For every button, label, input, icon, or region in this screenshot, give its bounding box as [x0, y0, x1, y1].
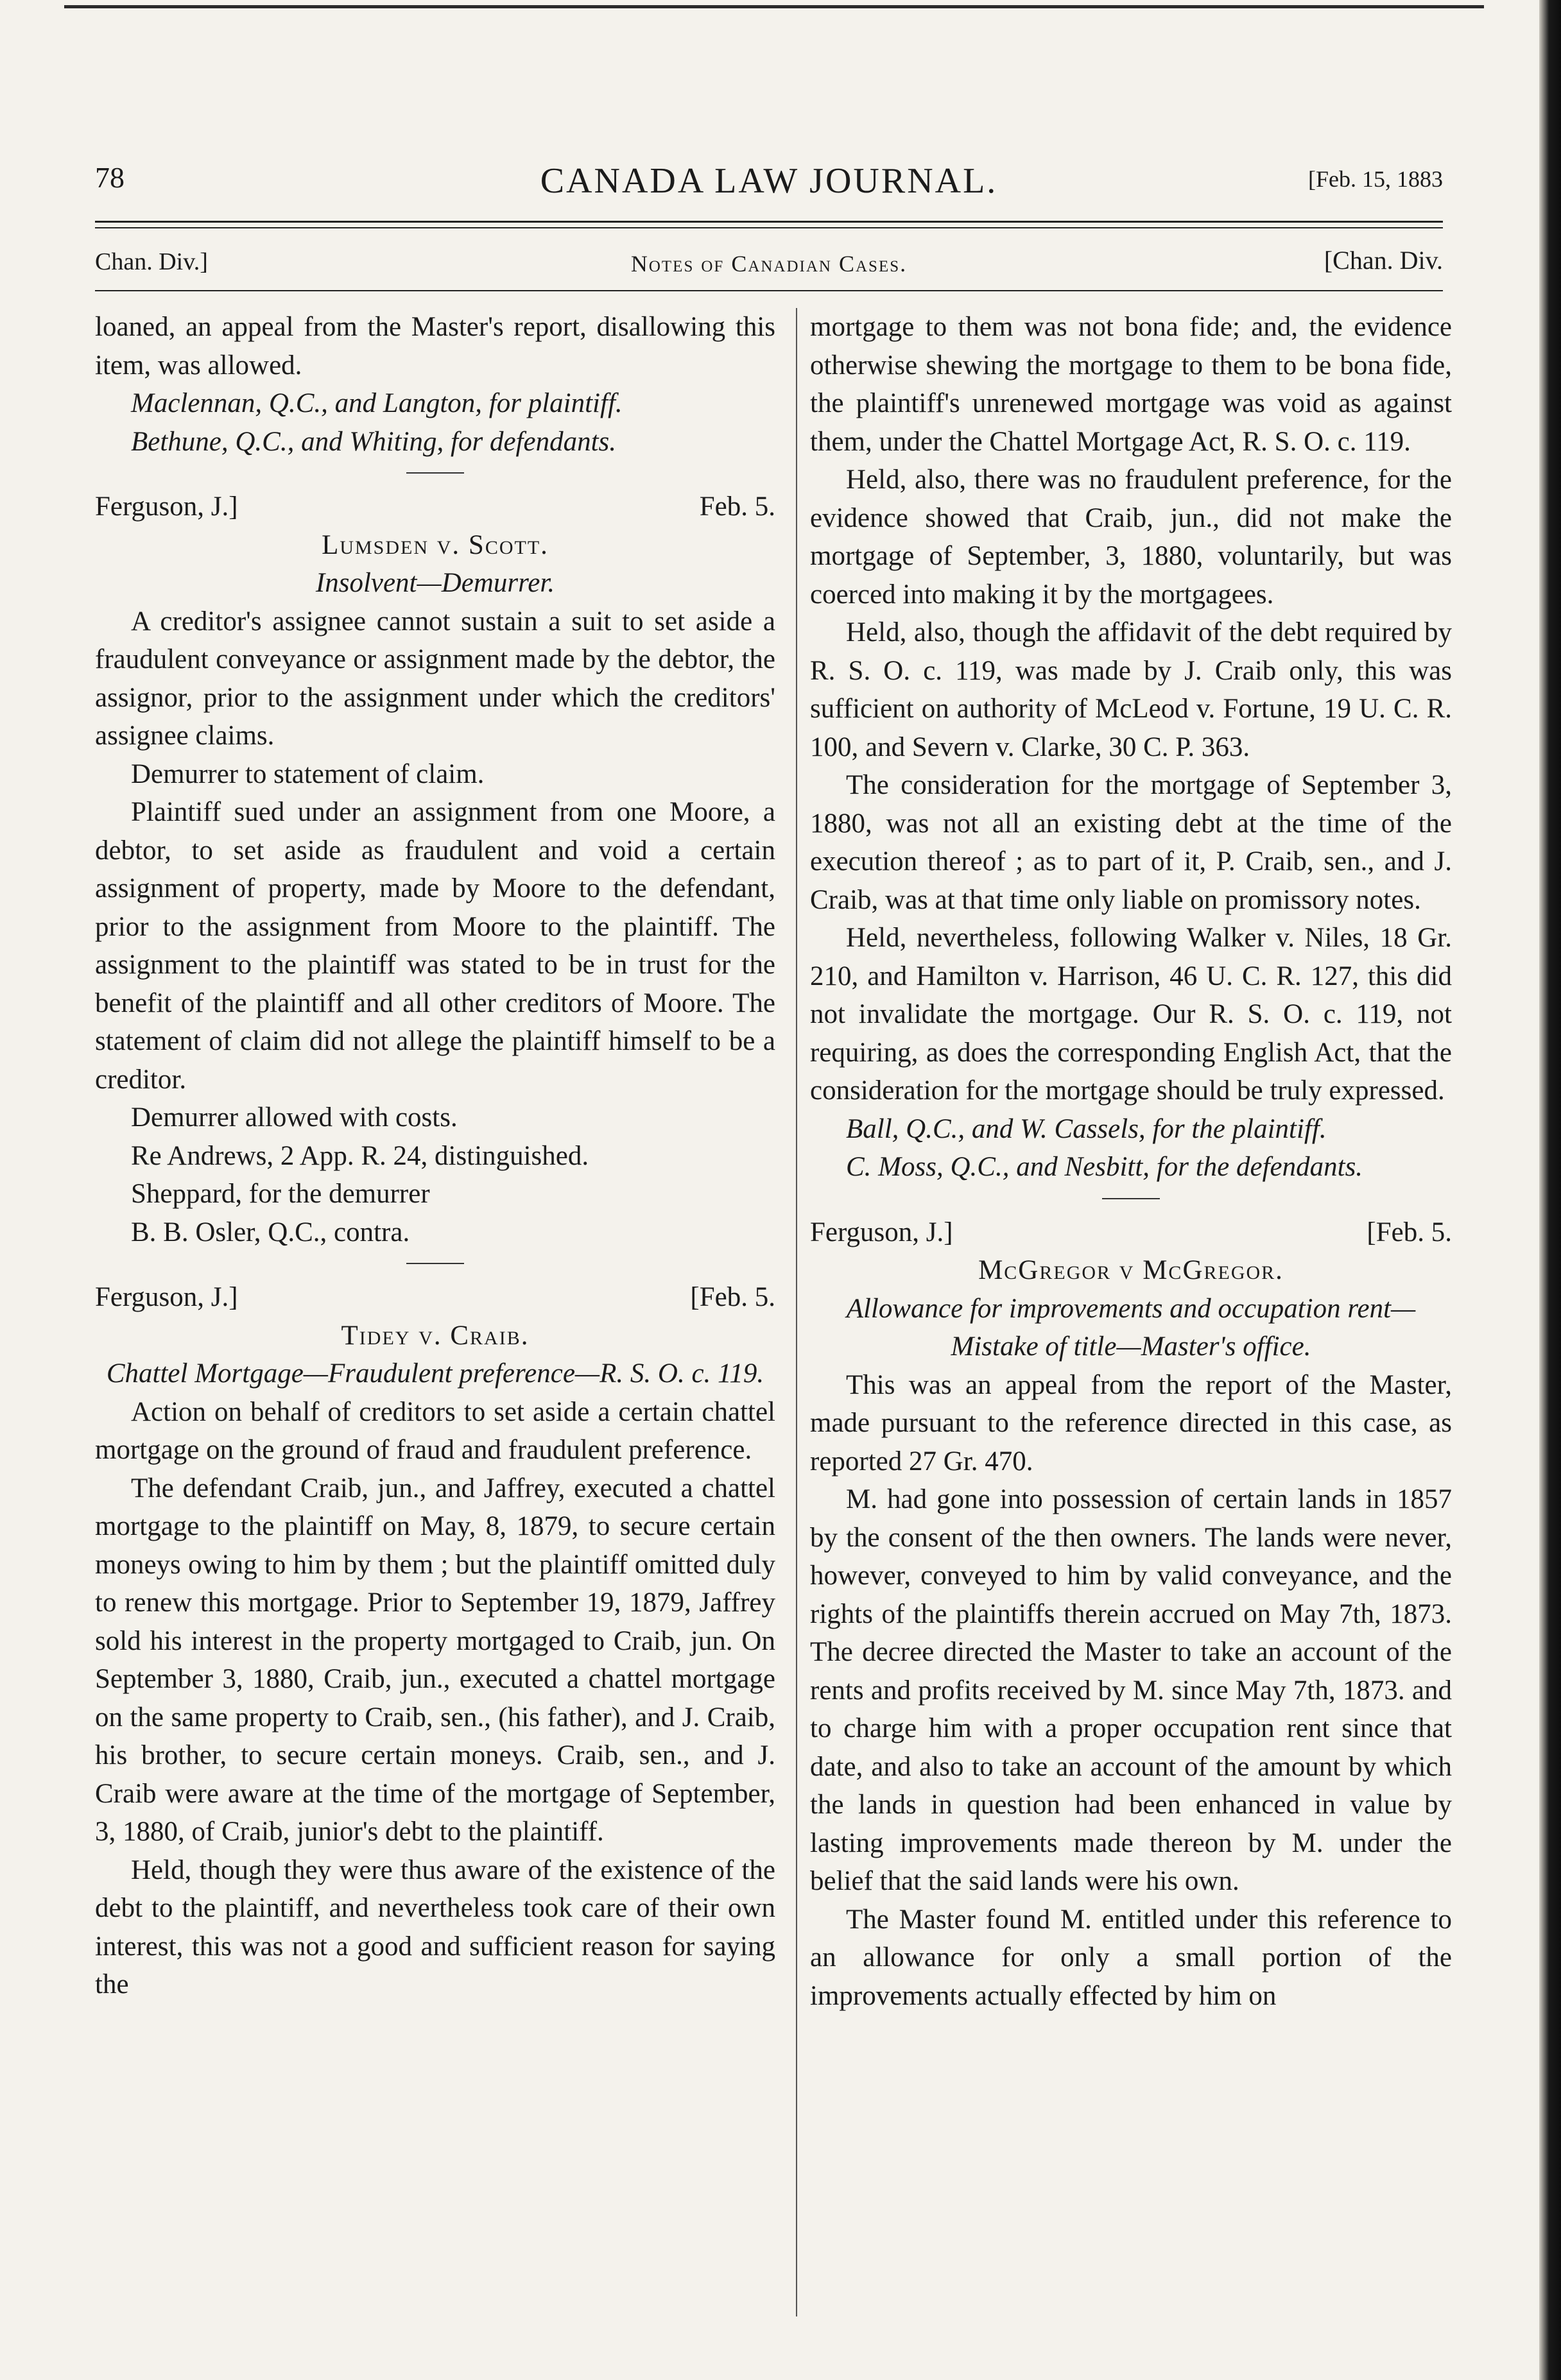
division-right: [Chan. Div.	[1324, 246, 1443, 275]
paragraph: Held, though they were thus aware of the existence of the debt to the plaintiff, and nevertheless took care of their own interest, this was not a good and sufficient reason for saying the	[95, 1854, 775, 1999]
case-title: McGregor v McGregor.	[978, 1255, 1284, 1285]
case-date: [Feb. 5.	[690, 1282, 775, 1312]
counsel-line: C. Moss, Q.C., and Nesbitt, for the defendants.	[846, 1152, 1363, 1182]
counsel-line: Bethune, Q.C., and Whiting, for defendants.	[131, 426, 617, 457]
section-rule	[95, 290, 1443, 291]
paragraph: The defendant Craib, jun., and Jaffrey, executed a chattel mortgage to the plaintiff on May, 8, 1879, to secure certain moneys owing to him by them ; but the plaintiff omitted duly to renew this mortgage. Prior to September 19, 1879, Jaffrey sold his interest in the property mortgaged to Craib, jun. On September 3, 1880, Craib, jun., executed a chattel mortgage on the same property to Craib, sen., (his father), and J. Craib, his brother, to secure certain moneys. Craib, sen., and J. Craib were aware at the time of the mortgage of September, 3, 1880, of Craib, junior's debt to the plaintiff.	[95, 1473, 775, 1847]
division-left: Chan. Div.]	[95, 248, 208, 275]
journal-title: CANADA LAW JOURNAL.	[540, 161, 998, 201]
section-separator	[1102, 1198, 1160, 1199]
header-rule	[95, 227, 1443, 228]
column-divider	[796, 308, 797, 2316]
headnote: A creditor's assignee cannot sustain a suit to set aside a fraudulent conveyance or assignment made by the debtor, the assignor, prior to the assignment under which the creditors' assignee claims.	[95, 606, 775, 751]
left-column	[95, 308, 775, 2323]
section-title: Notes of Canadian Cases.	[630, 251, 908, 277]
paragraph: loaned, an appeal from the Master's report, disallowing this item, was allowed.	[95, 312, 775, 381]
case-date: Feb. 5.	[699, 492, 775, 522]
paragraph: The consideration for the mortgage of September 3, 1880, was not all an existing debt at the time of the execution thereof ; as to part of it, P. Craib, sen., and J. Craib, was at that time only liable on promissory notes.	[810, 770, 1452, 915]
section-separator	[406, 472, 464, 474]
page-edge-shadow	[1539, 0, 1561, 2380]
running-header	[95, 160, 1443, 205]
page-number: 78	[95, 161, 125, 194]
case-title: Lumsden v. Scott.	[322, 529, 549, 560]
case-heading-line	[95, 488, 775, 526]
case-heading-line	[95, 1278, 775, 1317]
judge-name: Ferguson, J.]	[810, 1217, 953, 1247]
paragraph: Plaintiff sued under an assignment from one Moore, a debtor, to set aside as fraudulent and void a certain assignment of property, made by Moore to the defendant, prior to the assignment from Moore to the plaintiff. The assignment to the plaintiff was stated to be in trust for the benefit of the plaintiff and all other creditors of Moore. The statement of claim did not allege the plaintiff himself to be a creditor.	[95, 797, 775, 1095]
paragraph: This was an appeal from the report of the Master, made pursuant to the reference directed in this case, as reported 27 Gr. 470.	[810, 1369, 1452, 1477]
paragraph: Held, also, though the affidavit of the debt required by R. S. O. c. 119, was made by J. Craib only, this was sufficient on authority of McLeod v. Fortune, 19 U. C. R. 100, and Severn v. Clarke, 30 C. P. 363.	[810, 617, 1452, 762]
case-topic: Chattel Mortgage—Fraudulent preference—R. S. O. c. 119.	[106, 1358, 764, 1389]
case-title: Tidey v. Craib.	[341, 1320, 530, 1351]
counsel-line: B. B. Osler, Q.C., contra.	[131, 1217, 410, 1247]
paragraph: mortgage to them was not bona fide; and, the evidence otherwise shewing the mortgage to them to be bona fide, the plaintiff's unrenewed mortgage was void as against them, under the Chattel Mortgage Act, R. S. O. c. 119.	[810, 312, 1452, 457]
issue-date: [Feb. 15, 1883	[1308, 166, 1443, 192]
case-topic: Allowance for improvements and occupation rent—Mistake of title—Master's office.	[846, 1293, 1416, 1362]
counsel-line: Sheppard, for the demurrer	[131, 1179, 430, 1209]
section-header	[95, 239, 1443, 277]
case-heading-line	[810, 1213, 1452, 1252]
paragraph: Held, also, there was no fraudulent preference, for the evidence showed that Craib, jun., did not make the mortgage of September, 3, 1880, voluntarily, but was coerced into making it by the mortgagees.	[810, 465, 1452, 610]
right-column	[810, 308, 1452, 2323]
counsel-line: Ball, Q.C., and W. Cassels, for the plaintiff.	[846, 1113, 1327, 1144]
paragraph: The Master found M. entitled under this reference to an allowance for only a small portion of the improvements actually effected by him on	[810, 1904, 1452, 2011]
citation-line: Re Andrews, 2 App. R. 24, distinguished.	[131, 1140, 589, 1171]
paragraph: M. had gone into possession of certain lands in 1857 by the consent of the then owners. The lands were never, however, conveyed to him by valid conveyance, and the rights of the plaintiffs therein accrued on May 7th, 1873. The decree directed the Master to take an account of the rents and profits received by M. since May 7th, 1873. and to charge him with a proper occupation rent since that date, and also to take an account of the amount by which the lands in question had been enhanced in value by lasting improvements made thereon by M. under the belief that the said lands were his own.	[810, 1484, 1452, 1896]
counsel-line: Maclennan, Q.C., and Langton, for plaintiff.	[131, 388, 623, 418]
paragraph: Held, nevertheless, following Walker v. Niles, 18 Gr. 210, and Hamilton v. Harrison, 46 U. C. R. 127, this did not invalidate the mortgage. Our R. S. O. c. 119, not requiring, as does the corresponding English Act, that the consideration for the mortgage should be truly expressed.	[810, 923, 1452, 1106]
judge-name: Ferguson, J.]	[95, 492, 238, 522]
section-separator	[406, 1263, 464, 1264]
header-rule	[95, 221, 1443, 223]
case-date: [Feb. 5.	[1367, 1217, 1452, 1247]
case-topic: Insolvent—Demurrer.	[315, 568, 555, 598]
paragraph: Demurrer allowed with costs.	[131, 1102, 458, 1133]
paragraph: Demurrer to statement of claim.	[131, 758, 485, 789]
judge-name: Ferguson, J.]	[95, 1282, 238, 1312]
top-border-line	[64, 5, 1484, 8]
paragraph: Action on behalf of creditors to set aside a certain chattel mortgage on the ground of fraud and fraudulent preference.	[95, 1396, 775, 1465]
